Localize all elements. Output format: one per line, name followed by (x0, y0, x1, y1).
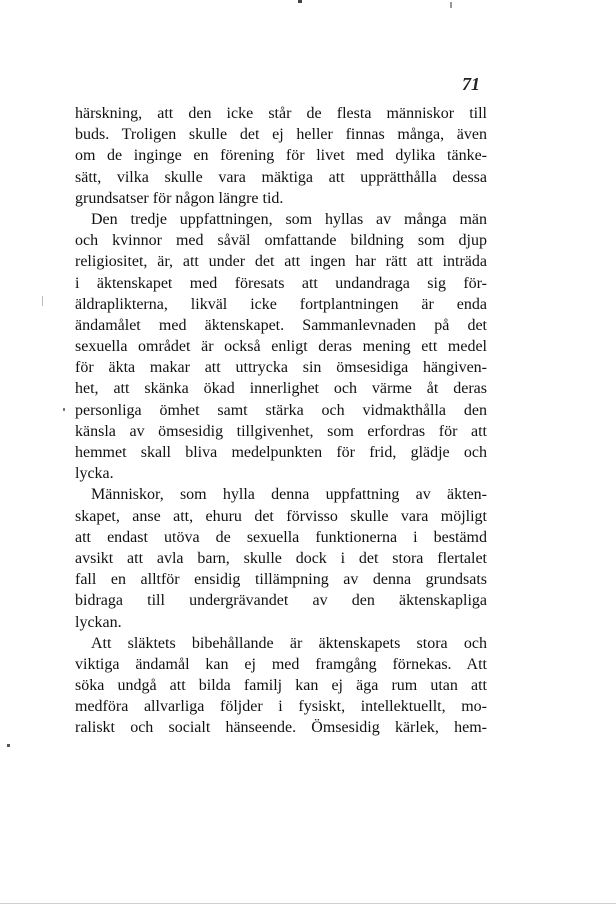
text-line: avsikt att avla barn, skulle dock i det stora flertalet (75, 549, 487, 567)
text-line: Den tredje uppfattningen, som hyllas av många män (91, 210, 487, 228)
text-line: raliskt och socialt hänseende. Ömsesidig kärlek, hem- (75, 719, 487, 737)
top-right-speck (450, 2, 452, 8)
text-line: medföra allvarliga följder i fysiskt, intellektuellt, mo- (75, 698, 487, 716)
bottom-edge-line (0, 903, 616, 904)
text-line: lycka. (75, 465, 114, 483)
page-number: 71 (462, 74, 480, 94)
text-line: buds. Troligen skulle det ej heller finnas många, även (75, 126, 487, 144)
text-line: att endast utöva de sexuella funktionerna i bestämd (75, 528, 487, 546)
text-line: personliga ömhet samt stärka och vidmakthålla den (75, 401, 487, 419)
margin-tick (42, 296, 43, 306)
text-line: sätt, vilka skulle vara mäktiga att upprätthålla dessa (75, 168, 487, 186)
text-line: härskning, att den icke står de flesta människor till (75, 105, 487, 122)
text-line: het, att skänka ökad innerlighet och värme åt deras (75, 380, 487, 398)
text-line: sexuella området är också enligt deras mening ett medel (75, 338, 487, 356)
text-line: söka undgå att bilda familj kan ej äga rum utan att (75, 677, 487, 695)
text-line: bidraga till undergrävandet av den äktenskapliga (75, 592, 487, 610)
top-speck (298, 0, 302, 3)
text-line: hemmet skall bliva medelpunkten för frid, glädje och (75, 444, 487, 461)
text-line: i äktenskapet med föresats att undandraga sig för- (75, 274, 487, 292)
text-line: och kvinnor med såväl omfattande bildning som djup (75, 232, 487, 250)
text-line: religiositet, är, att under det att ingen har rätt att inträda (75, 253, 487, 271)
left-edge-dot (7, 744, 10, 747)
text-line: lyckan. (75, 613, 122, 631)
body-text (75, 103, 487, 739)
text-line: om de inginge en förening för livet med dylika tänke- (75, 147, 487, 165)
left-margin-dot (63, 408, 65, 411)
text-line: känsla av ömsesidig tillgivenhet, som erfordras för att (75, 422, 487, 440)
text-line: Att släktets bibehållande är äktenskapets stora och (91, 634, 487, 652)
text-line: för äkta makar att uttrycka sin ömsesidiga hängiven- (75, 359, 487, 377)
text-line: viktiga ändamål kan ej med framgång förnekas. Att (75, 655, 487, 673)
text-line: fall en alltför ensidig tillämpning av denna grundsats (75, 571, 487, 589)
text-line: Människor, som hylla denna uppfattning av äkten- (91, 486, 487, 504)
text-line: grundsatser för någon längre tid. (75, 189, 284, 207)
text-line: äldraplikterna, likväl icke fortplantningen är enda (75, 295, 487, 313)
text-line: ändamålet med äktenskapet. Sammanlevnaden på det (75, 316, 487, 334)
text-line: skapet, anse att, ehuru det förvisso skulle vara möjligt (75, 507, 487, 525)
